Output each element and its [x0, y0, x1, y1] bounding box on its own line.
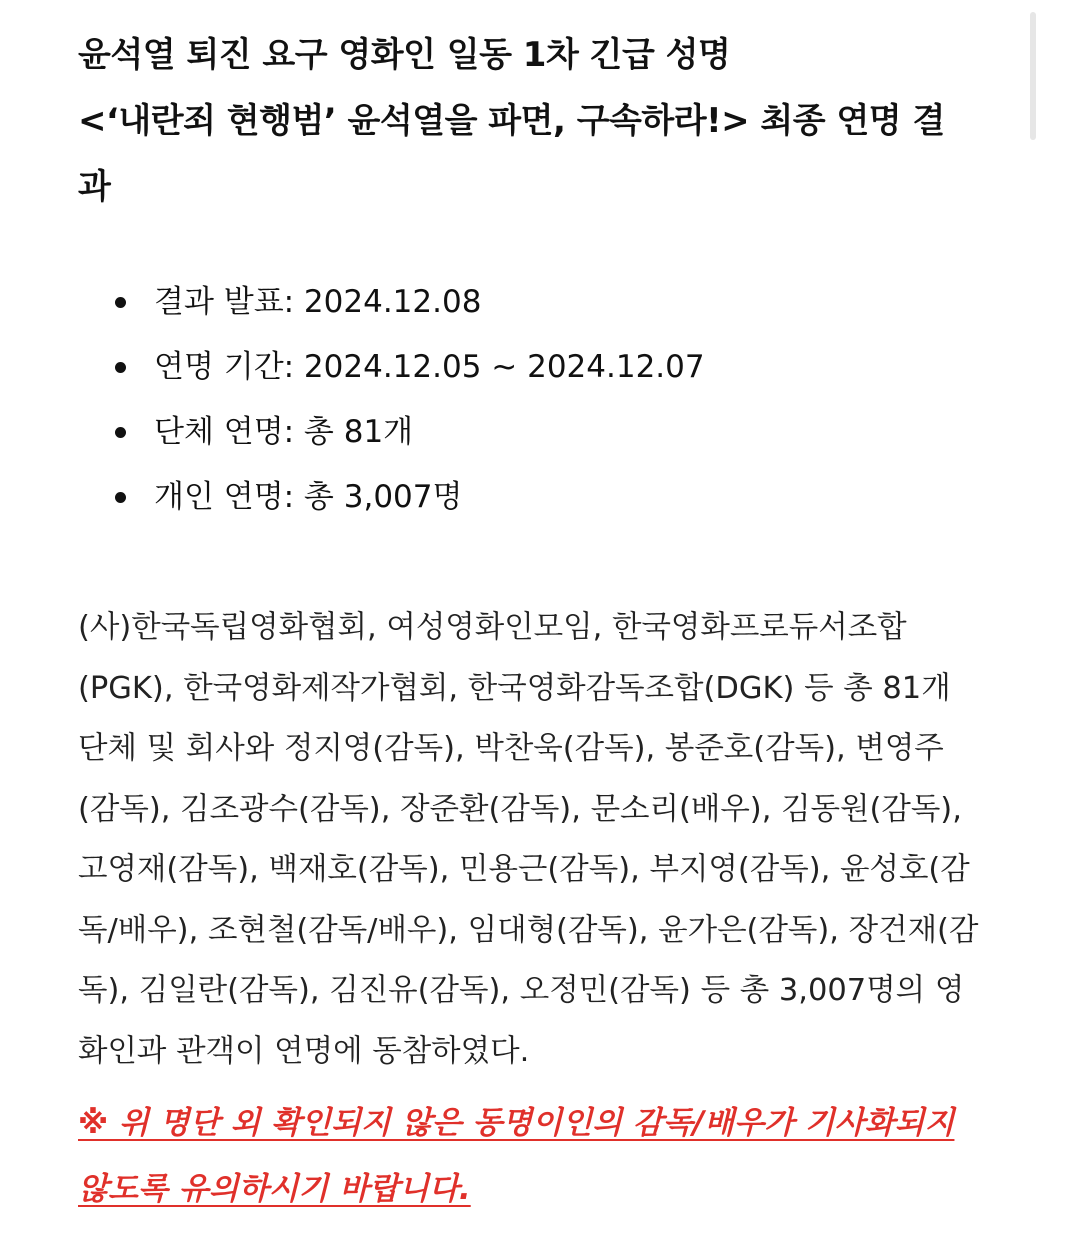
notice-line: ※ 위 명단 외 확인되지 않은 동명이인의 감독/배우가 기사화되지 [78, 1105, 955, 1141]
bullet-icon [115, 297, 126, 308]
list-item-text: 결과 발표: 2024.12.08 [154, 284, 482, 320]
warning-notice [78, 1090, 1038, 1222]
scrollbar[interactable] [1030, 12, 1036, 140]
list-item-text: 단체 연명: 총 81개 [154, 414, 414, 450]
paragraph-line: 독/배우), 조현철(감독/배우), 임대형(감독), 윤가은(감독), 장건재(감 [78, 912, 979, 948]
paragraph-line: 화인과 관객이 연명에 동참하였다. [78, 1033, 530, 1069]
paragraph-line: 고영재(감독), 백재호(감독), 민용근(감독), 부지영(감독), 윤성호(감 [78, 852, 970, 887]
bullet-icon [115, 427, 126, 438]
bullet-icon [115, 362, 126, 373]
list-item-text: 연명 기간: 2024.12.05 ~ 2024.12.07 [154, 349, 705, 385]
bullet-icon [115, 492, 126, 503]
paragraph-line: (감독), 김조광수(감독), 장준환(감독), 문소리(배우), 김동원(감독), [78, 791, 962, 827]
list-item-text: 개인 연명: 총 3,007명 [154, 479, 463, 515]
notice-line: 않도록 유의하시기 바랍니다. [78, 1171, 471, 1207]
paragraph-line: (PGK), 한국영화제작가협회, 한국영화감독조합(DGK) 등 총 81개 [78, 670, 951, 706]
title-line: <‘내란죄 현행범’ 윤석열을 파면, 구속하라!> 최종 연명 결 [78, 101, 945, 141]
paragraph-line: 독), 김일란(감독), 김진유(감독), 오정민(감독) 등 총 3,007명의 영 [78, 973, 965, 1008]
paragraph-line: (사)한국독립영화협회, 여성영화인모임, 한국영화프로듀서조합 [78, 610, 907, 645]
paragraph-line: 단체 및 회사와 정지영(감독), 박찬욱(감독), 봉준호(감독), 변영주 [78, 731, 944, 766]
title-line: 윤석열 퇴진 요구 영화인 일동 1차 긴급 성명 [78, 35, 731, 75]
signatories-paragraph [78, 598, 1038, 1082]
statement-title [78, 22, 998, 220]
title-line: 과 [78, 167, 111, 207]
